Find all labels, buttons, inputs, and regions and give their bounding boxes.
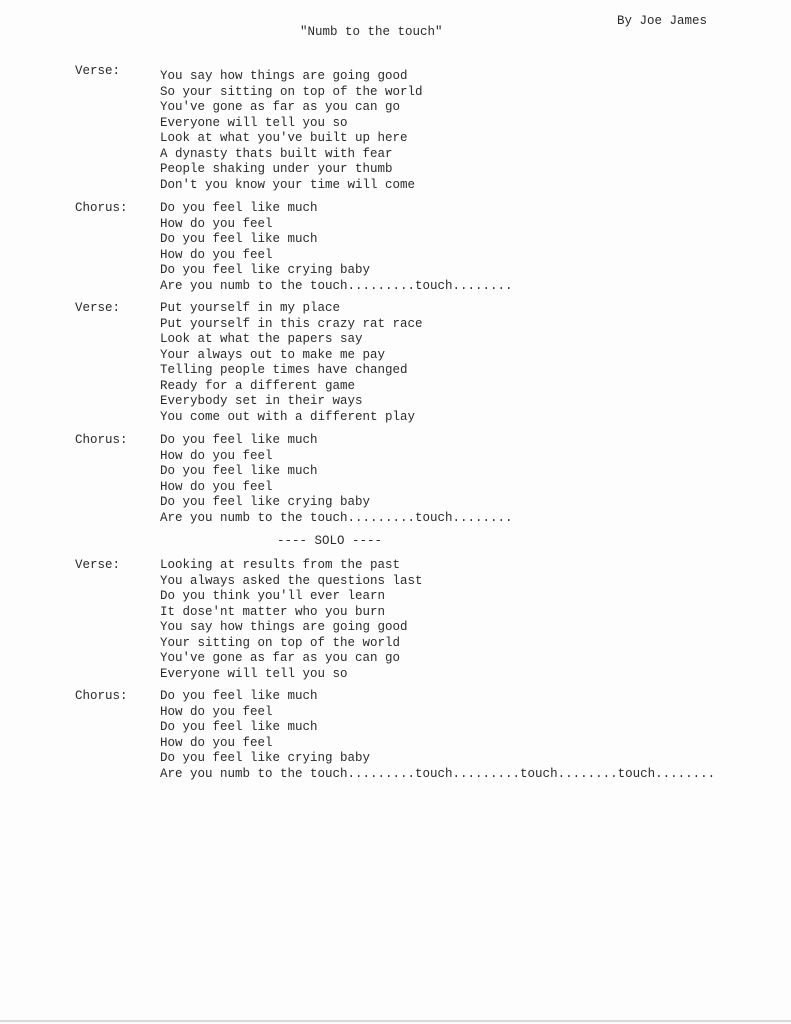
lyric-line: How do you feel: [160, 735, 273, 750]
lyric-line: Telling people times have changed: [160, 363, 408, 377]
lyric-line: Put yourself in my place: [160, 301, 341, 315]
lyric-line: How do you feel: [160, 479, 273, 494]
section-label: Chorus:: [75, 689, 128, 703]
lyric-line: Your always out to make me pay: [160, 347, 386, 362]
lyric-line: It dose'nt matter who you burn: [160, 604, 386, 619]
lyric-line: Everyone will tell you so: [160, 115, 348, 130]
lyric-line: Do you feel like much: [160, 232, 318, 246]
lyric-line: Do you feel like much: [160, 689, 318, 703]
lyric-line: Everybody set in their ways: [160, 394, 363, 408]
lyric-lines: [160, 689, 715, 782]
lyric-lines: [160, 558, 423, 682]
lyric-line: Put yourself in this crazy rat race: [160, 316, 423, 331]
lyric-line: Do you feel like much: [160, 433, 318, 447]
lyric-line: Do you feel like much: [160, 720, 318, 734]
solo-marker: ---- SOLO ----: [277, 534, 383, 548]
lyric-line: You say how things are going good: [160, 620, 408, 634]
lyric-line: You always asked the questions last: [160, 573, 423, 588]
lyric-line: Everyone will tell you so: [160, 666, 348, 681]
lyric-line: Do you feel like much: [160, 201, 318, 215]
lyric-line: Are you numb to the touch.........touch........: [160, 510, 513, 525]
lyric-line: A dynasty thats built with fear: [160, 146, 393, 161]
section-label: Chorus:: [75, 433, 128, 447]
section-label: Verse:: [75, 558, 121, 572]
page-bottom-edge: [0, 1020, 791, 1022]
lyric-line: You come out with a different play: [160, 409, 416, 424]
lyric-line: How do you feel: [160, 247, 273, 262]
lyric-line: You've gone as far as you can go: [160, 100, 401, 114]
lyric-line: Do you feel like crying baby: [160, 495, 371, 509]
lyric-line: Look at what the papers say: [160, 332, 363, 346]
author-credit: By Joe James: [617, 14, 708, 28]
section-label: Verse:: [75, 301, 121, 315]
section-label: Chorus:: [75, 201, 128, 215]
lyric-line: Are you numb to the touch.........touch........: [160, 278, 513, 293]
lyric-line: Do you feel like crying baby: [160, 263, 371, 277]
section-label: Verse:: [75, 64, 121, 78]
lyric-lines: [160, 433, 513, 526]
lyric-line: People shaking under your thumb: [160, 162, 393, 176]
lyric-line: Don't you know your time will come: [160, 177, 416, 192]
lyric-line: Do you feel like crying baby: [160, 751, 371, 765]
lyric-line: You've gone as far as you can go: [160, 651, 401, 665]
lyric-line: Do you think you'll ever learn: [160, 589, 386, 603]
lyric-line: Are you numb to the touch.........touch.........touch........touch........: [160, 766, 716, 781]
lyric-line: How do you feel: [160, 216, 273, 231]
lyric-line: Ready for a different game: [160, 378, 356, 393]
lyric-line: You say how things are going good: [160, 69, 408, 83]
lyric-lines: [160, 301, 423, 425]
lyric-lines: [160, 201, 513, 294]
lyric-line: So your sitting on top of the world: [160, 84, 423, 99]
lyric-line: Looking at results from the past: [160, 558, 401, 572]
lyric-line: How do you feel: [160, 704, 273, 719]
lyric-line: Look at what you've built up here: [160, 131, 408, 145]
lyric-line: Do you feel like much: [160, 464, 318, 478]
song-title: "Numb to the touch": [300, 25, 443, 39]
lyric-line: Your sitting on top of the world: [160, 635, 401, 650]
lyric-line: How do you feel: [160, 448, 273, 463]
lyric-lines: [160, 69, 423, 193]
